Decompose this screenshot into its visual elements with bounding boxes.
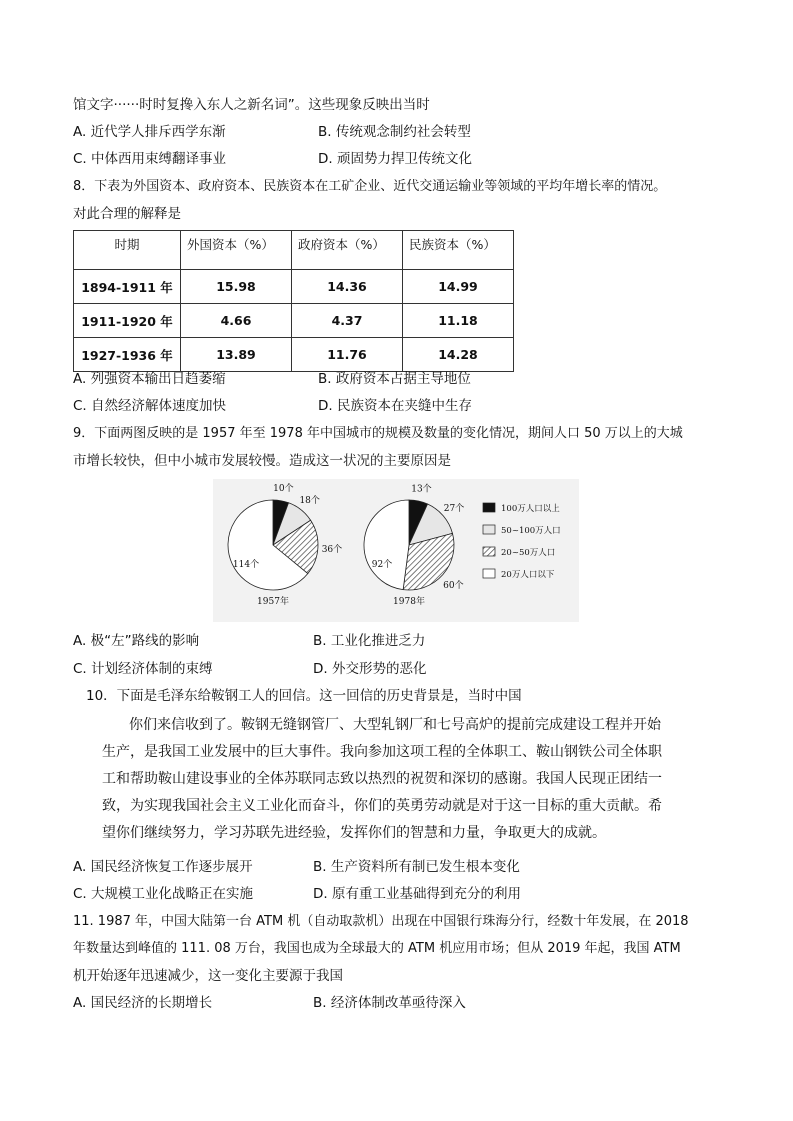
table-cell: 13.89 [181, 338, 292, 372]
q9-option-c: C. 计划经济体制的束缚 [73, 661, 213, 677]
q7-option-b: B. 传统观念制约社会转型 [318, 124, 471, 140]
q7-stem-line: 馆文字······时时复搀入东人之新名词”。这些现象反映出当时 [73, 97, 430, 113]
q10-option-b: B. 生产资料所有制已发生根本变化 [313, 859, 520, 875]
letter-line: 致，为实现我国社会主义工业化而奋斗，你们的英勇劳动就是对于这一目标的重大贡献。希 [102, 798, 662, 814]
q7-option-c: C. 中体西用束缚翻译事业 [73, 151, 227, 167]
letter-line: 望你们继续努力，学习苏联先进经验，发挥你们的智慧和力量，争取更大的成就。 [102, 825, 606, 841]
legend-label: 20万人口以下 [501, 570, 555, 580]
table-cell-period: 1894-1911 年 [74, 270, 181, 304]
city-pie-charts-figure [213, 479, 579, 622]
q8-option-c: C. 自然经济解体速度加快 [73, 398, 227, 414]
q10-option-d: D. 原有重工业基础得到充分的利用 [313, 886, 521, 902]
q11-option-b: B. 经济体制改革亟待深入 [313, 995, 466, 1011]
pie-charts-svg [213, 479, 579, 622]
legend-swatch [483, 569, 495, 578]
letter-line: 工和帮助鞍山建设事业的全体苏联同志致以热烈的祝贺和深切的感谢。我国人民现正团结一 [102, 771, 662, 787]
legend-swatch [483, 503, 495, 512]
table-cell: 4.37 [292, 304, 403, 338]
q8-stem-line2: 对此合理的解释是 [73, 206, 181, 222]
q11-stem-line1: 11. 1987 年，中国大陆第一台 ATM 机（自动取款机）出现在中国银行珠海分行，经数十年发展，在 2018 [73, 914, 689, 929]
pie-year-label: 1957年 [257, 597, 289, 607]
pie-slice-label: 13个 [411, 484, 432, 495]
q8-option-b: B. 政府资本占据主导地位 [318, 371, 471, 387]
table-row [74, 304, 514, 338]
letter-line: 你们来信收到了。鞍钢无缝钢管厂、大型轧钢厂和七号高炉的提前完成建设工程并开始 [129, 717, 661, 733]
legend-swatch [483, 547, 495, 556]
capital-growth-table [73, 230, 514, 372]
q10-option-c: C. 大规模工业化战略正在实施 [73, 886, 254, 902]
q9-option-b: B. 工业化推进乏力 [313, 633, 426, 649]
table-header-row [74, 231, 514, 270]
q11-stem-line2: 年数量达到峰值的 111. 08 万台，我国也成为全球最大的 ATM 机应用市场；但从 2019 年起，我国 ATM [73, 941, 681, 956]
q11-option-a: A. 国民经济的长期增长 [73, 995, 213, 1011]
pie-slice-label: 60个 [443, 580, 464, 591]
q7-option-a: A. 近代学人排斥西学东渐 [73, 124, 226, 140]
q9-option-d: D. 外交形势的恶化 [313, 661, 427, 677]
pie-slice-label: 114个 [232, 560, 260, 570]
table-header-cell: 外国资本（%） [181, 231, 292, 270]
table-cell: 11.18 [403, 304, 514, 338]
q10-stem: 10．下面是毛泽东给鞍钢工人的回信。这一回信的历史背景是，当时中国 [86, 688, 522, 704]
pie-slice-label: 18个 [299, 495, 320, 506]
table-cell: 14.99 [403, 270, 514, 304]
q7-option-d: D. 顽固势力捍卫传统文化 [318, 151, 472, 167]
table-cell-period: 1911-1920 年 [74, 304, 181, 338]
pie-slice-label: 92个 [371, 560, 393, 570]
q9-stem-line1: 9．下面两图反映的是 1957 年至 1978 年中国城市的规模及数量的变化情况，期间人口 50 万以上的大城 [73, 426, 683, 441]
pie-year-label: 1978年 [393, 597, 425, 607]
pie-slice-label: 10个 [273, 483, 294, 494]
table-header-cell: 民族资本（%） [403, 231, 514, 270]
table-row [74, 338, 514, 372]
table-cell: 11.76 [292, 338, 403, 372]
q11-stem-line3: 机开始逐年迅速减少，这一变化主要源于我国 [73, 968, 343, 984]
pie-slice [364, 500, 409, 590]
q8-stem-line1: 8．下表为外国资本、政府资本、民族资本在工矿企业、近代交通运输业等领域的平均年增长率的情况。 [73, 179, 667, 194]
q8-option-a: A. 列强资本输出日趋萎缩 [73, 371, 226, 387]
table-cell: 15.98 [181, 270, 292, 304]
legend-label: 100万人口以上 [501, 504, 560, 514]
q8-option-d: D. 民族资本在夹缝中生存 [318, 398, 472, 414]
pie-slice-label: 27个 [443, 503, 465, 514]
legend-label: 50~100万人口 [501, 526, 561, 536]
q9-stem-line2: 市增长较快，但中小城市发展较慢。造成这一状况的主要原因是 [73, 453, 451, 469]
table-cell: 4.66 [181, 304, 292, 338]
table-row [74, 270, 514, 304]
table-cell-period: 1927-1936 年 [74, 338, 181, 372]
letter-line: 生产，是我国工业发展中的巨大事件。我向参加这项工程的全体职工、鞍山钢铁公司全体职 [102, 744, 662, 760]
legend-label: 20~50万人口 [501, 548, 556, 558]
table-header-cell: 政府资本（%） [292, 231, 403, 270]
q9-option-a: A. 极“左”路线的影响 [73, 633, 200, 649]
q10-option-a: A. 国民经济恢复工作逐步展开 [73, 859, 253, 875]
legend-swatch [483, 525, 495, 534]
table-header-cell: 时期 [74, 231, 181, 270]
pie-slice-label: 36个 [321, 545, 343, 556]
table-cell: 14.36 [292, 270, 403, 304]
table-cell: 14.28 [403, 338, 514, 372]
